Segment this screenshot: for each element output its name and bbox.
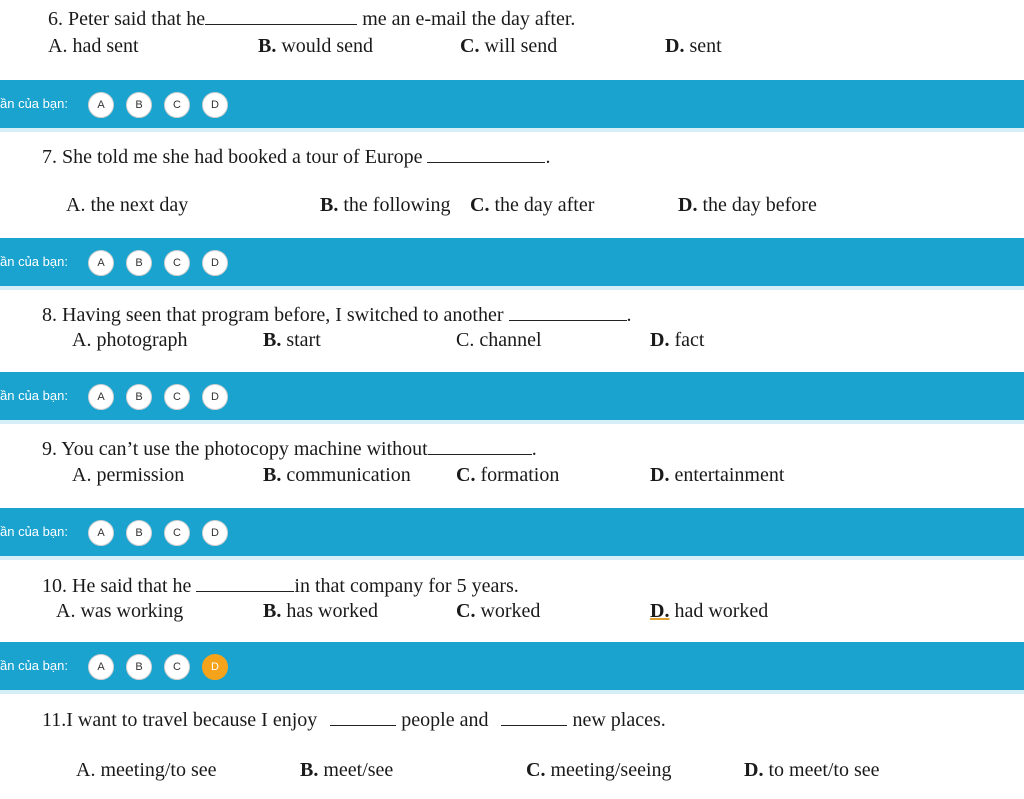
question-text-pre: 8. Having seen that program before, I switched to another: [42, 304, 504, 326]
choice-a-button[interactable]: A: [88, 520, 114, 546]
choice-b-button[interactable]: B: [126, 384, 152, 410]
choice-a-button[interactable]: A: [88, 384, 114, 410]
option-a: A. photograph: [72, 329, 188, 351]
question-text-post: in that company for 5 years.: [294, 575, 519, 597]
answer-blank: [205, 6, 357, 25]
answer-bar: [0, 372, 1024, 424]
question-text-post: new places.: [572, 709, 666, 731]
option-c: C. worked: [456, 600, 541, 622]
question-10-text: [42, 573, 519, 598]
choice-d-button[interactable]: D: [202, 520, 228, 546]
option-d: D. the day before: [678, 194, 817, 216]
choice-d-button-selected[interactable]: D: [202, 654, 228, 680]
choice-b-button[interactable]: B: [126, 520, 152, 546]
answer-bar: [0, 642, 1024, 694]
option-b: B. meet/see: [300, 759, 394, 781]
option-a: A. had sent: [48, 35, 139, 57]
choice-c-button[interactable]: C: [164, 654, 190, 680]
choice-c-button[interactable]: C: [164, 520, 190, 546]
question-text-pre: 6. Peter said that he: [48, 8, 206, 30]
choice-d-button[interactable]: D: [202, 384, 228, 410]
choice-d-button[interactable]: D: [202, 92, 228, 118]
answer-bar-label: ần của bạn:: [0, 254, 68, 269]
question-7-text: [42, 144, 550, 169]
answer-bar: [0, 238, 1024, 290]
question-text-post: me an e-mail the day after.: [362, 8, 576, 30]
question-text-pre: 10. He said that he: [42, 575, 192, 597]
question-text-post: .: [626, 304, 632, 326]
option-c: C. the day after: [470, 194, 595, 216]
answer-blank: [330, 707, 396, 726]
question-text-pre: 9. You can’t use the photocopy machine without: [42, 438, 428, 460]
option-a: A. the next day: [66, 194, 189, 216]
option-c: C. will send: [460, 35, 558, 57]
option-b: B. communication: [263, 464, 411, 486]
choice-b-button[interactable]: B: [126, 250, 152, 276]
question-6-text: [48, 6, 575, 31]
option-d: D. fact: [650, 329, 705, 351]
choice-b-button[interactable]: B: [126, 92, 152, 118]
answer-blank: [501, 707, 567, 726]
choice-c-button[interactable]: C: [164, 250, 190, 276]
option-d: D. to meet/to see: [744, 759, 880, 781]
answer-blank: [428, 436, 532, 455]
question-text-pre: 7. She told me she had booked a tour of Europe: [42, 146, 423, 168]
question-text-post: .: [545, 146, 551, 168]
question-text-pre: 11.I want to travel because I enjoy: [42, 709, 318, 731]
option-b: B. start: [263, 329, 321, 351]
choice-c-button[interactable]: C: [164, 92, 190, 118]
choice-c-button[interactable]: C: [164, 384, 190, 410]
choice-d-button[interactable]: D: [202, 250, 228, 276]
answer-bar-label: ần của bạn:: [0, 524, 68, 539]
option-b: B. the following: [320, 194, 451, 216]
option-a: A. was working: [56, 600, 184, 622]
answer-bar-label: ần của bạn:: [0, 388, 68, 403]
answer-bar-label: ần của bạn:: [0, 658, 68, 673]
option-a: A. permission: [72, 464, 185, 486]
choice-a-button[interactable]: A: [88, 92, 114, 118]
choice-b-button[interactable]: B: [126, 654, 152, 680]
answer-blank: [509, 302, 627, 321]
question-9-text: [42, 436, 537, 461]
option-a: A. meeting/to see: [76, 759, 217, 781]
choice-a-button[interactable]: A: [88, 654, 114, 680]
question-8-text: [42, 302, 632, 327]
option-c: C. meeting/seeing: [526, 759, 672, 781]
question-text-mid: people and: [401, 709, 489, 731]
question-text-post: .: [531, 438, 537, 460]
option-d: D. had worked: [650, 600, 769, 622]
option-b: B. would send: [258, 35, 374, 57]
choice-a-button[interactable]: A: [88, 250, 114, 276]
answer-bar-label: ần của bạn:: [0, 96, 68, 111]
answer-blank: [427, 144, 545, 163]
answer-blank: [196, 573, 294, 592]
option-d: D. entertainment: [650, 464, 785, 486]
answer-bar: [0, 80, 1024, 132]
option-b: B. has worked: [263, 600, 378, 622]
option-d: D. sent: [665, 35, 722, 57]
answer-bar: [0, 508, 1024, 560]
option-c: C. channel: [456, 329, 542, 351]
option-c: C. formation: [456, 464, 560, 486]
question-11-text: [42, 707, 666, 732]
